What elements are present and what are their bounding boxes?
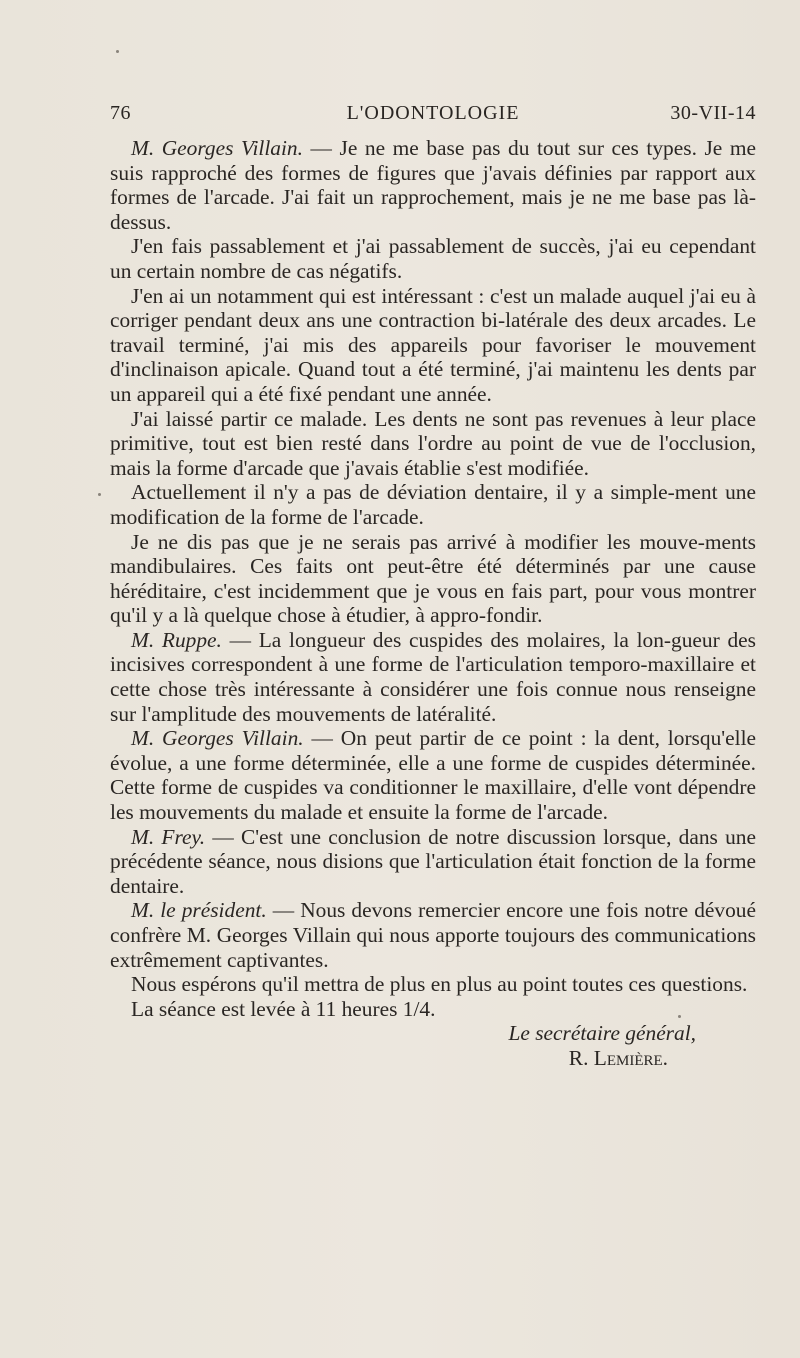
paragraph <box>110 407 756 481</box>
paragraph <box>110 726 756 824</box>
speck-mark <box>98 493 101 496</box>
paragraph <box>110 284 756 407</box>
paragraph-text: La séance est levée à 11 heures 1/4. <box>131 996 436 1021</box>
paragraph <box>110 997 756 1022</box>
paragraph <box>110 898 756 972</box>
page-number: 76 <box>110 102 131 124</box>
speaker-name: M. Georges Villain. <box>131 136 303 160</box>
paragraph-text: J'en ai un notamment qui est intéressant : c'est un malade auquel j'ai eu à corriger pendant deux ans une contraction bi-latérale des deux arcades. Le travail terminé, j'ai mis des appareils pour favoriser le mouvement d'inclinaison apicale. Quand tout a été terminé, j'ai maintenu les dents par un appareil qui a été fixé pendant une année. <box>110 283 756 406</box>
speaker-name: M. Georges Villain. <box>131 726 304 751</box>
signature-title: Le secrétaire général, <box>508 1021 696 1046</box>
speaker-name: M. Frey. <box>131 824 206 849</box>
paragraph <box>110 136 756 234</box>
paragraph <box>110 825 756 899</box>
paragraph-text: — La longueur des cuspides des molaires, la lon-gueur des incisives correspondent à une forme de l'articulation temporo-maxillaire et cette chose très intéressante à considérer une fois connue nous renseigne sur l'amplitude des mouvements de latéralité. <box>110 627 756 726</box>
paragraph-text: Nous espérons qu'il mettra de plus en plus au point toutes ces questions. <box>131 972 748 997</box>
speaker-name: M. Ruppe. <box>131 627 222 652</box>
paragraph-text: — C'est une conclusion de notre discussion lorsque, dans une précédente séance, nous disions que l'articulation était fonction de la forme dentaire. <box>110 824 756 898</box>
paragraph-text: — Je ne me base pas du tout sur ces types. Je me suis rapproché des formes de figures que j'avais définies par rapport aux formes de l'arcade. J'ai fait un rapprochement, mais je ne me base pas là-dessus. <box>110 136 757 234</box>
paragraph-text: Je ne dis pas que je ne serais pas arrivé à modifier les mouve-ments mandibulaires. Ces faits ont peut-être été déterminés par une cause héréditaire, c'est incidemment que je vous en fais part, pour vous montrer qu'il y a là quelque chose à étudier, à appro-fondir. <box>110 529 756 628</box>
paragraph <box>110 972 756 997</box>
speck-mark <box>116 50 119 53</box>
paragraph-text: Actuellement il n'y a pas de déviation dentaire, il y a simple-ment une modification de la forme de l'arcade. <box>110 480 756 529</box>
paragraph-text: — Nous devons remercier encore une fois notre dévoué confrère M. Georges Villain qui nous apporte toujours des communications extrêmement captivantes. <box>110 898 756 972</box>
journal-title: L'ODONTOLOGIE <box>346 102 520 124</box>
paragraph-text: — On peut partir de ce point : la dent, lorsqu'elle évolue, a une forme déterminée, elle a une forme de cuspides déterminée. Cette forme de cuspides va conditionner le maxillaire, d'elle vont dépendre les mouvements du malade et ensuite la forme de l'arcade. <box>110 726 757 825</box>
issue-date: 30-VII-14 <box>670 102 756 124</box>
paragraph <box>110 530 756 628</box>
running-header <box>110 102 756 128</box>
paragraph <box>110 628 756 726</box>
paragraph-text: J'ai laissé partir ce malade. Les dents ne sont pas revenues à leur place primitive, tout est bien resté dans l'ordre au point de vue de l'occlusion, mais la forme d'arcade que j'avais établie s'est modifiée. <box>110 406 756 480</box>
signature-name: R. Lemière. <box>568 1045 668 1070</box>
paragraph-text: J'en fais passablement et j'ai passablement de succès, j'ai eu cependant un certain nombre de cas négatifs. <box>110 234 756 283</box>
paragraph <box>110 234 756 283</box>
paragraph <box>110 480 756 529</box>
speaker-name: M. le président. <box>131 898 267 923</box>
body-text <box>110 136 756 1071</box>
